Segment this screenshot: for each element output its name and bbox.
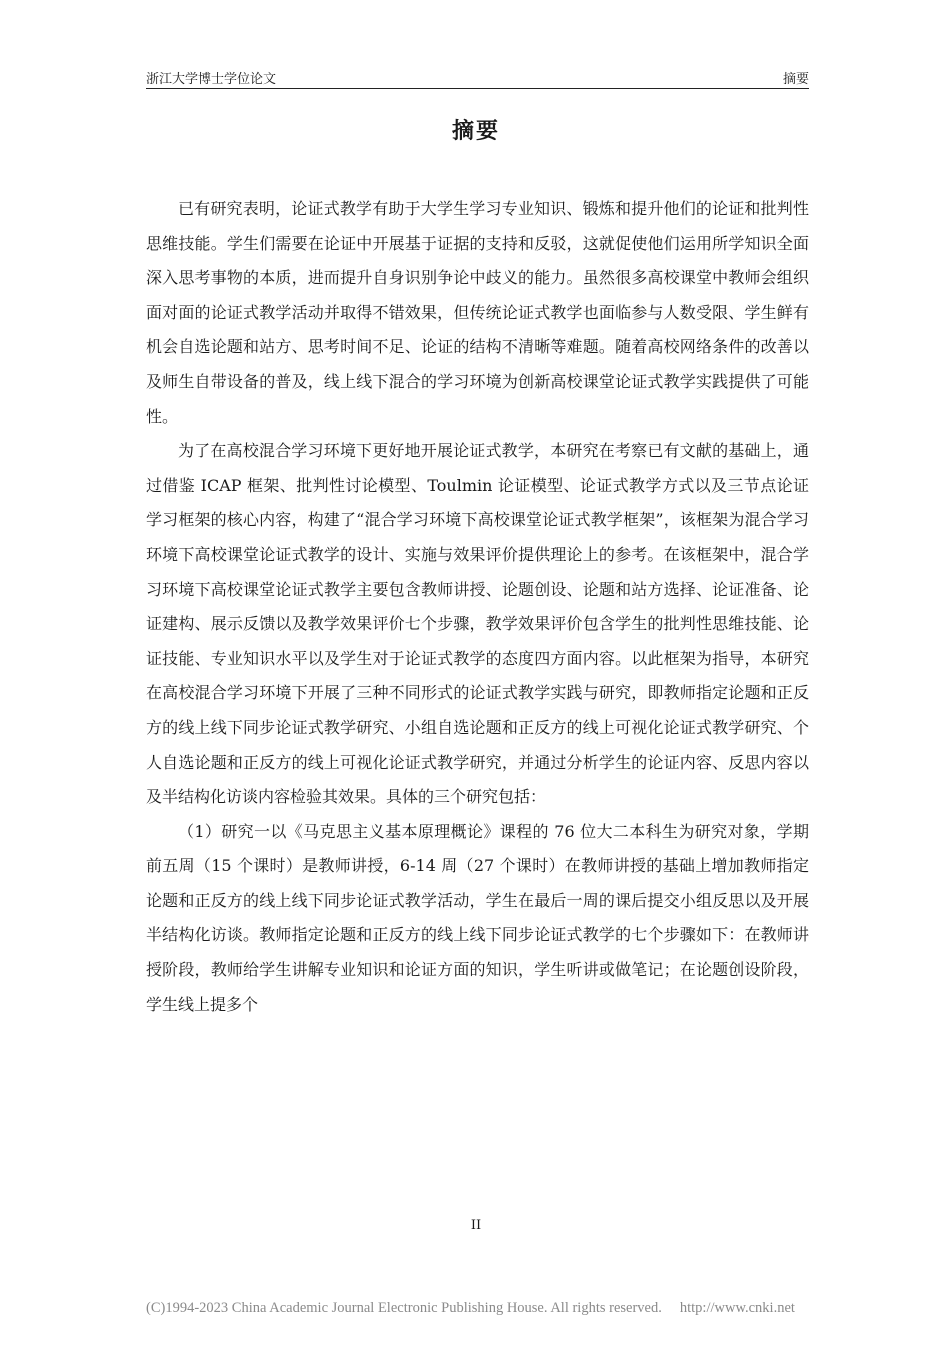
header-thesis-title: 浙江大学博士学位论文 [146, 72, 277, 87]
abstract-body [146, 192, 809, 1022]
paragraph: 已有研究表明，论证式教学有助于大学生学习专业知识、锻炼和提升他们的论证和批判性思维技能。学生们需要在论证中开展基于证据的支持和反驳，这就促使他们运用所学知识全面深入思考事物的本质，进而提升自身识别争论中歧义的能力。虽然很多高校课堂中教师会组织面对面的论证式教学活动并取得不错效果，但传统论证式教学也面临参与人数受限、学生鲜有机会自选论题和站方、思考时间不足、论证的结构不清晰等难题。随着高校网络条件的改善以及师生自带设备的普及，线上线下混合的学习环境为创新高校课堂论证式教学实践提供了可能性。 [146, 199, 809, 426]
paragraph: 为了在高校混合学习环境下更好地开展论证式教学，本研究在考察已有文献的基础上，通过借鉴 ICAP 框架、批判性讨论模型、Toulmin 论证模型、论证式教学方式以及三节点论证学习框架的核心内容，构建了“混合学习环境下高校课堂论证式教学框架”，该框架为混合学习环境下高校课堂论证式教学的设计、实施与效果评价提供理论上的参考。在该框架中，混合学习环境下高校课堂论证式教学主要包含教师讲授、论题创设、论题和站方选择、论证准备、论证建构、展示反馈以及教学效果评价七个步骤，教学效果评价包含学生的批判性思维技能、论证技能、专业知识水平以及学生对于论证式教学的态度四方面内容。以此框架为指导，本研究在高校混合学习环境下开展了三种不同形式的论证式教学实践与研究，即教师指定论题和正反方的线上线下同步论证式教学研究、小组自选论题和正反方的线上可视化论证式教学研究、个人自选论题和正反方的线上可视化论证式教学研究，并通过分析学生的论证内容、反思内容以及半结构化访谈内容检验其效果。具体的三个研究包括： [146, 441, 809, 807]
running-header [146, 66, 809, 89]
paragraph: （1）研究一以《马克思主义基本原理概论》课程的 76 位大二本科生为研究对象，学期前五周（15 个课时）是教师讲授，6-14 周（27 个课时）在教师讲授的基础上增加教师指定论题和正反方的线上线下同步论证式教学活动，学生在最后一周的课后提交小组反思以及开展半结构化访谈。教师指定论题和正反方的线上线下同步论证式教学的七个步骤如下：在教师讲授阶段，教师给学生讲解专业知识和论证方面的知识，学生听讲或做笔记；在论题创设阶段，学生线上提多个 [146, 821, 809, 1014]
page-title: 摘要 [451, 118, 500, 144]
header-section-title: 摘要 [782, 72, 809, 87]
cnki-footer [146, 1300, 795, 1317]
page-number: II [470, 1218, 482, 1233]
copyright-text: (C)1994-2023 China Academic Journal Electronic Publishing House. All rights reserved. [146, 1300, 662, 1316]
cnki-url: http://www.cnki.net [679, 1300, 795, 1316]
